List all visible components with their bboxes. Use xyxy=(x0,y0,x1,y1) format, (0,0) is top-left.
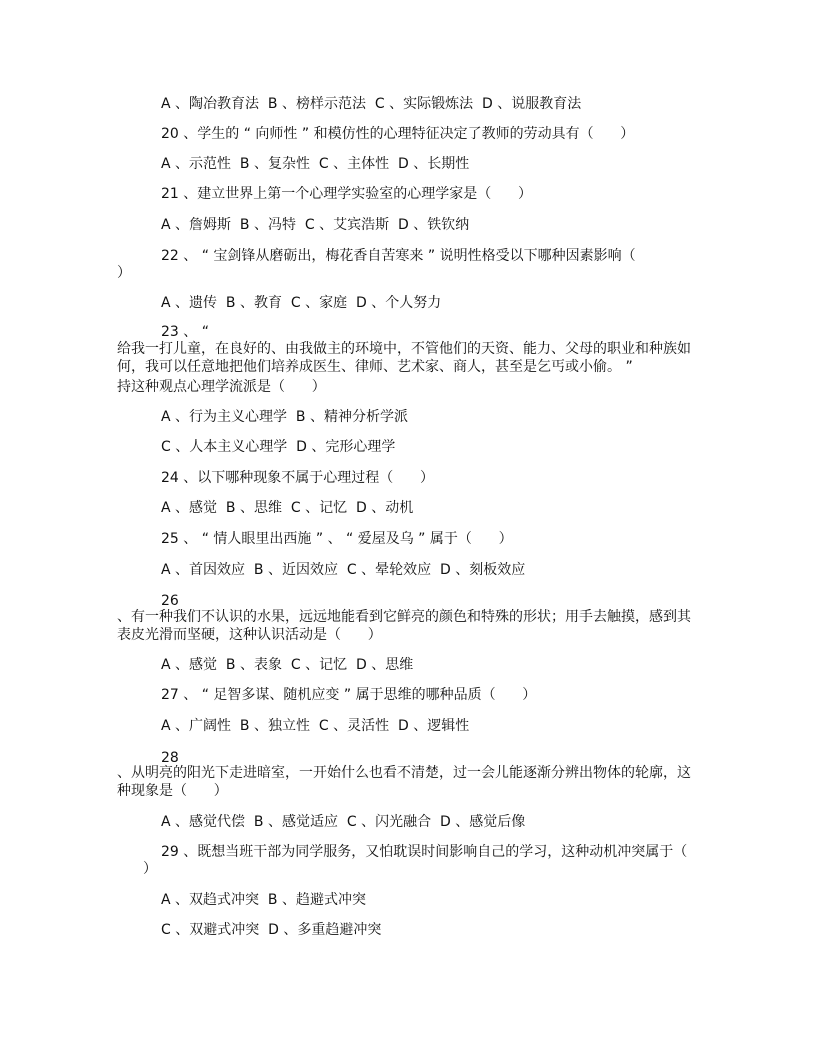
q23-number: 23 、 “ xyxy=(161,324,209,340)
q22-question: 22 、 “ 宝剑锋从磨砺出，梅花香自苦寒来 ” 说明性格受以下哪种因素影响（ xyxy=(161,248,636,264)
q21-options: A 、詹姆斯 B 、冯特 C 、艾宾浩斯 D 、铁钦纳 xyxy=(161,217,470,233)
q25-options: A 、首因效应 B 、近因效应 C 、晕轮效应 D 、刻板效应 xyxy=(161,562,526,578)
q23-options-ab: A 、行为主义心理学 B 、精神分析学派 xyxy=(161,409,408,425)
q27-options: A 、广阔性 B 、独立性 C 、灵活性 D 、逻辑性 xyxy=(161,718,470,734)
q27-question: 27 、 “ 足智多谋、随机应变 ” 属于思维的哪种品质（ ） xyxy=(161,687,537,703)
q28-question-line2: 种现象是（ ） xyxy=(117,783,228,799)
q29-options-ab: A 、双趋式冲突 B 、趋避式冲突 xyxy=(161,892,366,908)
q26-question-line1: 、有一种我们不认识的水果，远远地能看到它鲜亮的颜色和特殊的形状；用手去触摸，感到其 xyxy=(117,609,691,625)
q24-question: 24 、以下哪种现象不属于心理过程（ ） xyxy=(161,470,434,486)
q22-options: A 、遗传 B 、教育 C 、家庭 D 、个人努力 xyxy=(161,295,442,311)
q23-question-line2: 何，我可以任意地把他们培养成医生、律师、艺术家、商人，甚至是乞丐或小偷。 ” xyxy=(117,359,633,375)
q28-number: 28 xyxy=(161,750,179,766)
q29-options-cd: C 、双避式冲突 D 、多重趋避冲突 xyxy=(161,922,382,938)
q21-question: 21 、建立世界上第一个心理学实验室的心理学家是（ ） xyxy=(161,186,532,202)
q26-options: A 、感觉 B 、表象 C 、记忆 D 、思维 xyxy=(161,657,414,673)
q24-options: A 、感觉 B 、思维 C 、记忆 D 、动机 xyxy=(161,500,414,516)
q28-question-line1: 、从明亮的阳光下走进暗室，一开始什么也看不清楚，过一会儿能逐渐分辨出物体的轮廓，这 xyxy=(117,765,691,781)
q26-number: 26 xyxy=(161,593,179,609)
q23-question-line1: 给我一打儿童，在良好的、由我做主的环境中，不管他们的天资、能力、父母的职业和种族如 xyxy=(117,341,691,357)
q19-options: A 、陶冶教育法 B 、榜样示范法 C 、实际锻炼法 D 、说服教育法 xyxy=(161,96,582,112)
q29-question-cont: ） xyxy=(143,861,157,877)
q22-question-cont: ） xyxy=(117,265,131,281)
q29-question: 29 、既想当班干部为同学服务，又怕耽误时间影响自己的学习，这种动机冲突属于（ xyxy=(161,844,688,860)
q20-options: A 、示范性 B 、复杂性 C 、主体性 D 、长期性 xyxy=(161,156,470,172)
q23-options-cd: C 、人本主义心理学 D 、完形心理学 xyxy=(161,439,396,455)
q20-question: 20 、学生的 “ 向师性 ” 和模仿性的心理特征决定了教师的劳动具有（ ） xyxy=(161,126,635,142)
q25-question: 25 、 “ 情人眼里出西施 ” 、 “ 爱屋及乌 ” 属于（ ） xyxy=(161,531,513,547)
q26-question-line2: 表皮光滑而坚硬，这种认识活动是（ ） xyxy=(117,627,382,643)
q28-options: A 、感觉代偿 B 、感觉适应 C 、闪光融合 D 、感觉后像 xyxy=(161,814,526,830)
q23-question-line3: 持这种观点心理学流派是（ ） xyxy=(117,379,326,395)
